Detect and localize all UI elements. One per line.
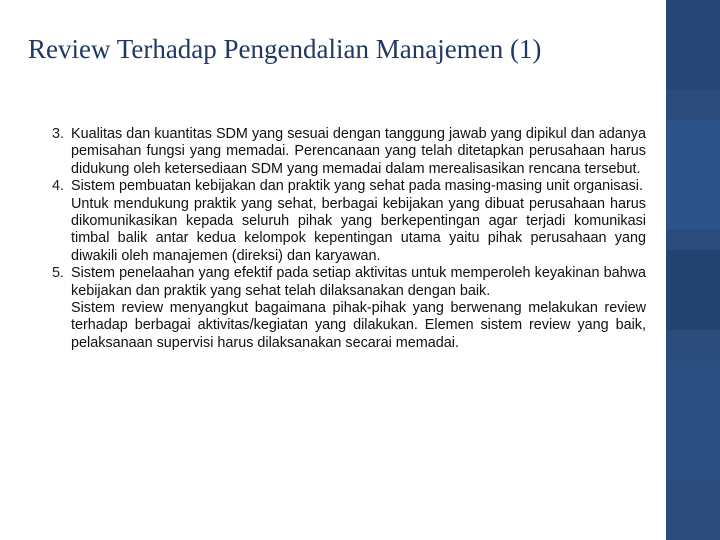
slide-title: Review Terhadap Pengendalian Manajemen (1)	[28, 34, 542, 64]
list-paragraph: Untuk mendukung praktik yang sehat, berbagai kebijakan yang dibuat perusahaan harus dikomunikasikan kepada seluruh pihak yang berkepentingan agar terjadi komunikasi timbal balik antar kedua kelompok kepentingan utama yaitu pihak perusahaan yang diwakili oleh manajemen (direksi) dan karyawan.	[71, 195, 646, 264]
list-item-5	[40, 265, 646, 352]
list-paragraph: Sistem penelaahan yang efektif pada setiap aktivitas untuk memperoleh keyakinan bahwa kebijakan dan praktik yang sehat telah dilaksanakan dengan baik.	[71, 265, 646, 299]
list-paragraph: Sistem pembuatan kebijakan dan praktik yang sehat pada masing-masing unit organisasi.	[71, 178, 643, 195]
side-band-tile	[666, 360, 720, 480]
side-band-tile	[666, 0, 720, 90]
side-band-tile	[666, 120, 720, 230]
side-band-gap	[656, 0, 666, 540]
list-item-3	[40, 126, 646, 178]
list-number: 3.	[51, 126, 64, 142]
decorative-side-band	[666, 0, 720, 540]
numbered-list	[40, 126, 646, 352]
side-band-tile	[666, 250, 720, 330]
list-item-4	[40, 178, 646, 265]
list-paragraph: Sistem review menyangkut bagaimana pihak-pihak yang berwenang melakukan review terhadap berbagai aktivitas/kegiatan yang dilakukan. Elemen sistem review yang baik, pelaksanaan supervisi harus dilaksanakan secarai memadai.	[71, 300, 646, 351]
list-number: 5.	[51, 265, 64, 282]
list-paragraph: Kualitas dan kuantitas SDM yang sesuai dengan tanggung jawab yang dipikul dan adanya pemisahan fungsi yang memadai. Perencanaan yang telah ditetapkan perusahaan harus didukung oleh ketersediaan SDM yang memadai dalam merealisasikan rencana tersebut.	[71, 126, 646, 177]
list-number: 4.	[51, 178, 64, 195]
